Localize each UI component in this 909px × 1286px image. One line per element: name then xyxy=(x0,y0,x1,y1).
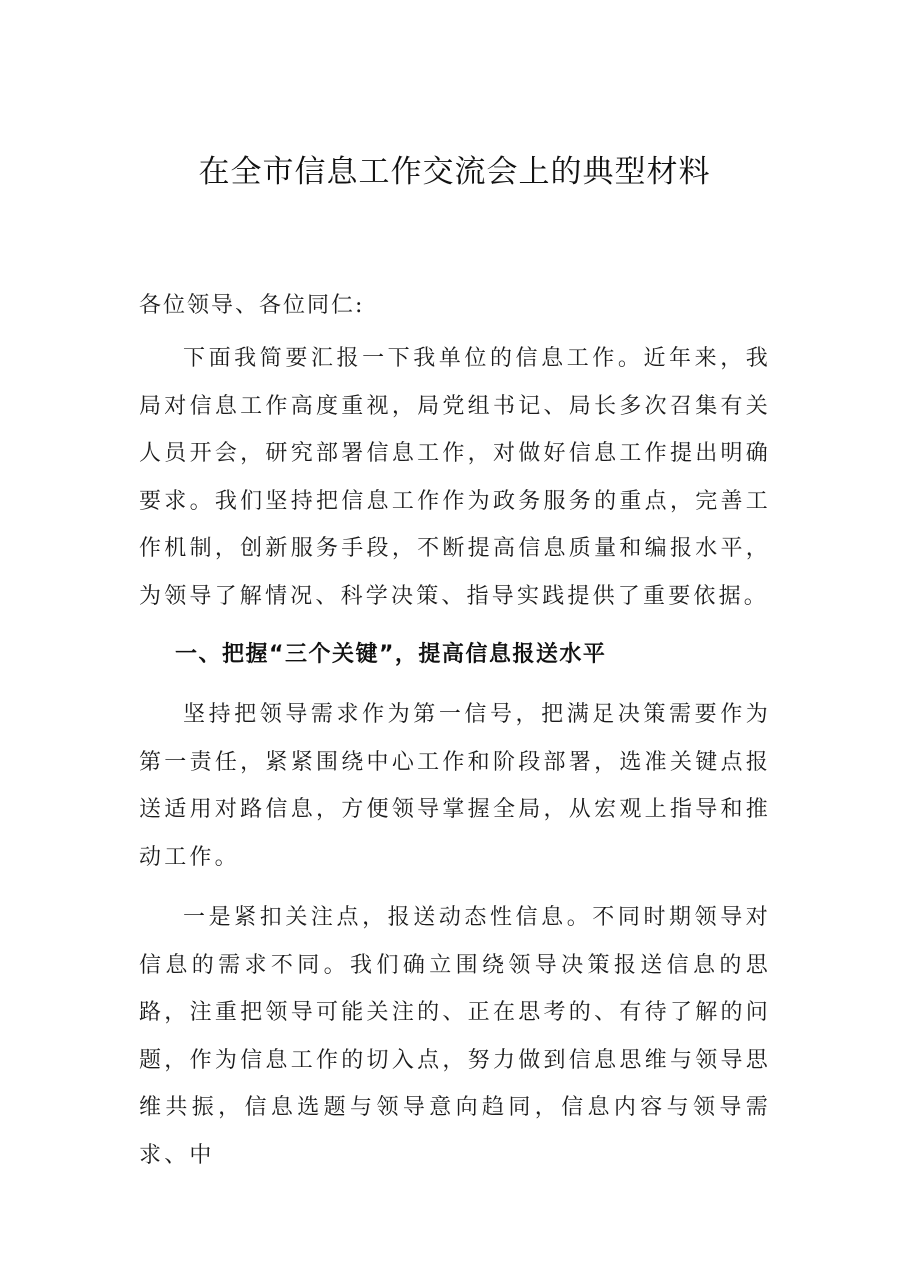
section-heading-1: 一、把握“三个关键”，提高信息报送水平 xyxy=(175,642,607,667)
intro-paragraph: 下面我简要汇报一下我单位的信息工作。近年来，我局对信息工作高度重视，局党组书记、局长多次召集有关人员开会，研究部署信息工作，对做好信息工作提出明确要求。我们坚持把信息工作作为政务服务的重点，完善工作机制，创新服务手段，不断提高信息质量和编报水平，为领导了解情况、科学决策、指导实践提供了重要依据。 xyxy=(139,346,771,609)
document-title: 在全市信息工作交流会上的典型材料 xyxy=(198,154,711,190)
section-1-paragraph: 坚持把领导需求作为第一信号，把满足决策需要作为第一责任，紧紧围绕中心工作和阶段部署，选准关键点报送适用对路信息，方便领导掌握全局，从宏观上指导和推动工作。 xyxy=(139,702,771,870)
section-1-point-1-paragraph: 一是紧扣关注点，报送动态性信息。不同时期领导对信息的需求不同。我们确立围绕领导决策报送信息的思路，注重把领导可能关注的、正在思考的、有待了解的问题，作为信息工作的切入点，努力做到信息思维与领导思维共振，信息选题与领导意向趋同，信息内容与领导需求、中 xyxy=(139,905,771,1168)
salutation: 各位领导、各位同仁: xyxy=(139,293,365,318)
